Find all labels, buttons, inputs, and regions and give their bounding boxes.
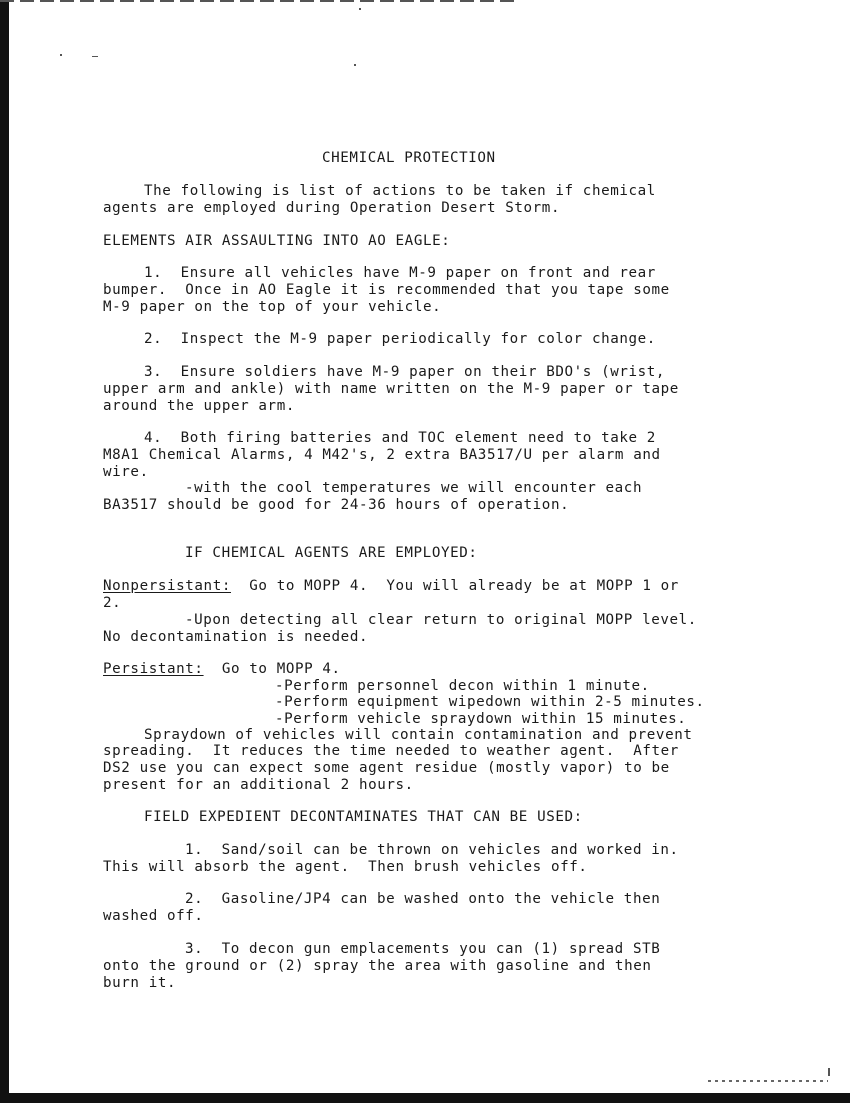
item-line: This will absorb the agent. Then brush vehicles off.: [103, 859, 588, 875]
item-line: 3. To decon gun emplacements you can (1) spread STB: [185, 941, 661, 957]
intro-line: The following is list of actions to be taken if chemical: [144, 183, 656, 199]
item-line: 1. Sand/soil can be thrown on vehicles and worked in.: [185, 842, 679, 858]
item-line: 4. Both firing batteries and TOC element need to take 2: [144, 430, 656, 446]
item-line: wire.: [103, 464, 149, 480]
scan-speck: [359, 8, 361, 10]
persistant-para: Spraydown of vehicles will contain contamination and prevent: [144, 727, 693, 743]
persistant-para: DS2 use you can expect some agent residue (mostly vapor) to be: [103, 760, 670, 776]
scan-speck: [354, 64, 356, 66]
item-line: burn it.: [103, 975, 177, 991]
persistant-line: [103, 661, 341, 678]
nonpersistant-note: No decontamination is needed.: [103, 629, 369, 645]
item-line: 2. Inspect the M-9 paper periodically for color change.: [144, 331, 656, 347]
persistant-step: -Perform equipment wipedown within 2-5 minutes.: [275, 694, 705, 710]
nonpersistant-line: [103, 578, 679, 595]
nonpersistant-label: Nonpersistant:: [103, 578, 231, 594]
persistant-step: -Perform personnel decon within 1 minute.: [275, 678, 650, 694]
item-line: washed off.: [103, 908, 204, 924]
intro-line: agents are employed during Operation Desert Storm.: [103, 200, 561, 216]
item-note: BA3517 should be good for 24-36 hours of operation.: [103, 497, 570, 513]
item-line: onto the ground or (2) spray the area with gasoline and then: [103, 958, 652, 974]
item-note: -with the cool temperatures we will encounter each: [185, 480, 643, 496]
item-line: M8A1 Chemical Alarms, 4 M42's, 2 extra BA3517/U per alarm and: [103, 447, 661, 463]
nonpersistant-text: Go to MOPP 4. You will already be at MOPP 1 or: [230, 578, 679, 594]
persistant-label: Persistant:: [103, 661, 204, 677]
nonpersistant-note: -Upon detecting all clear return to original MOPP level.: [185, 612, 697, 628]
section-heading: ELEMENTS AIR ASSAULTING INTO AO EAGLE:: [103, 233, 451, 249]
persistant-para: spreading. It reduces the time needed to weather agent. After: [103, 743, 679, 759]
item-line: 1. Ensure all vehicles have M-9 paper on front and rear: [144, 265, 656, 281]
scan-border-top: [0, 0, 520, 2]
section-heading: FIELD EXPEDIENT DECONTAMINATES THAT CAN BE USED:: [144, 809, 583, 825]
item-line: 2. Gasoline/JP4 can be washed onto the vehicle then: [185, 891, 661, 907]
item-line: M-9 paper on the top of your vehicle.: [103, 299, 442, 315]
persistant-text: Go to MOPP 4.: [203, 661, 341, 677]
item-line: 3. Ensure soldiers have M-9 paper on their BDO's (wrist,: [144, 364, 666, 380]
scan-speck: [60, 54, 62, 56]
scan-border-bottom: [0, 1093, 850, 1103]
scan-border-left: [0, 0, 9, 1103]
item-line: around the upper arm.: [103, 398, 295, 414]
scan-speck: [828, 1068, 830, 1076]
item-line: upper arm and ankle) with name written on the M-9 paper or tape: [103, 381, 679, 397]
persistant-step: -Perform vehicle spraydown within 15 minutes.: [275, 711, 687, 727]
scan-speck: [92, 56, 98, 57]
page-title: CHEMICAL PROTECTION: [322, 150, 496, 166]
scan-speck: [708, 1080, 828, 1082]
section-heading: IF CHEMICAL AGENTS ARE EMPLOYED:: [185, 545, 478, 561]
nonpersistant-cont: 2.: [103, 595, 122, 611]
item-line: bumper. Once in AO Eagle it is recommended that you tape some: [103, 282, 670, 298]
persistant-para: present for an additional 2 hours.: [103, 777, 414, 793]
